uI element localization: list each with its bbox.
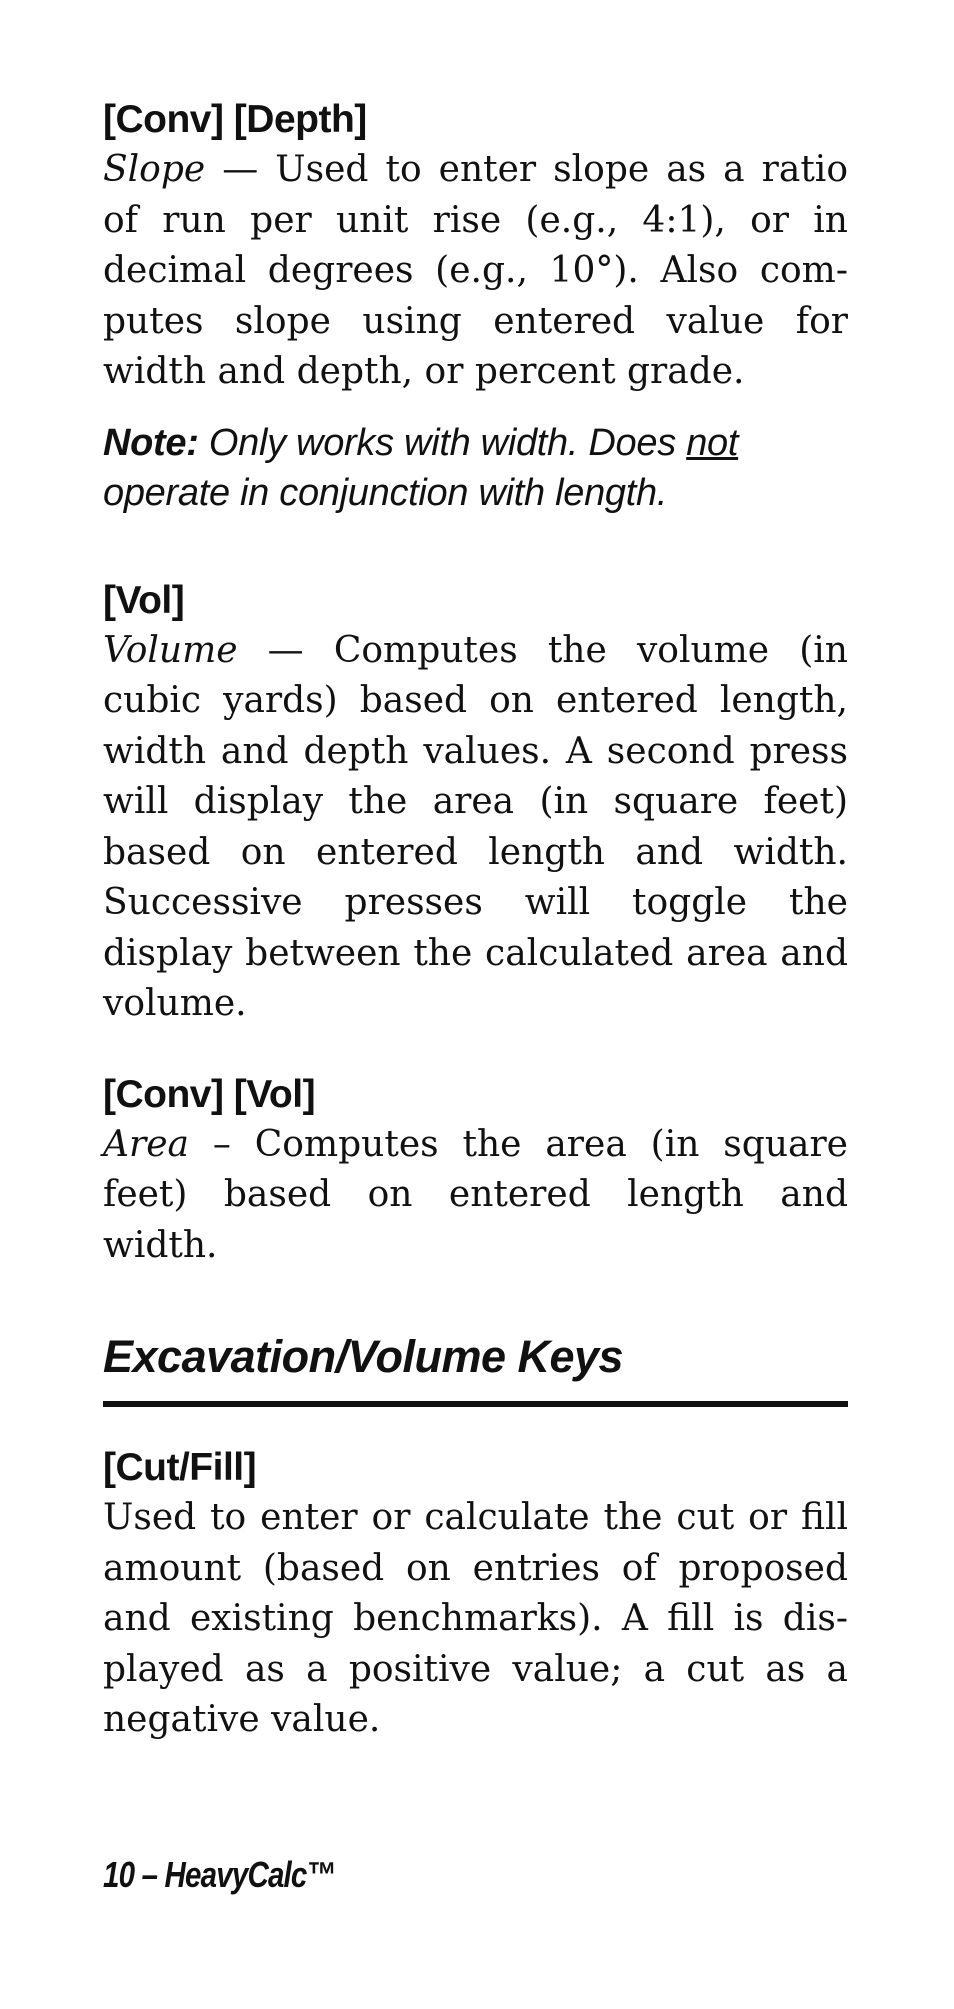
area-description <box>103 1120 848 1272</box>
volume-text: — Computes the volume (in cubic yards) based on entered length, width and depth values. A second press will display the area (in square feet) based on entered length and width. Successive presses will toggle the display between the calculated area and volume. <box>103 629 848 1024</box>
note-text-after: operate in conjunction with length. <box>103 471 668 514</box>
key-heading-vol: [Vol] <box>103 578 185 622</box>
spacer <box>103 1271 848 1327</box>
volume-description <box>103 626 848 1030</box>
page-footer: 10 – HeavyCalc™ <box>103 1854 336 1895</box>
slope-description <box>103 145 848 398</box>
note-underlined-word: not <box>686 421 739 464</box>
area-term: Area <box>103 1123 189 1165</box>
slope-note <box>103 418 848 518</box>
section-title-excavation: Excavation/Volume Keys <box>103 1331 624 1382</box>
spacer <box>103 1030 848 1070</box>
manual-page <box>103 95 848 1746</box>
cutfill-description: Used to enter or calculate the cut or fill amount (based on entries of proposed and existing benchmarks). A fill is displayed as a positive value; a cut as a negative value. <box>103 1497 848 1740</box>
key-heading-cut-fill: [Cut/Fill] <box>103 1446 257 1489</box>
note-label: Note: <box>103 421 199 464</box>
slope-term: Slope <box>103 149 206 190</box>
key-heading-conv-vol: [Conv] [Vol] <box>103 1072 316 1116</box>
section-divider <box>103 1401 848 1407</box>
area-text: – Computes the area (in square feet) based on entered length and width. <box>103 1123 848 1266</box>
slope-text: — Used to enter slope as a ratio of run per unit rise (e.g., 4:1), or in decimal degrees (e.g., 10°). Also computes slope using entered value for width and depth, or percent grade. <box>103 149 848 392</box>
spacer <box>103 518 848 576</box>
key-heading-conv-depth: [Conv] [Depth] <box>103 98 367 141</box>
note-text-before: Only works with width. Does <box>198 421 687 464</box>
volume-term: Volume <box>103 629 238 671</box>
